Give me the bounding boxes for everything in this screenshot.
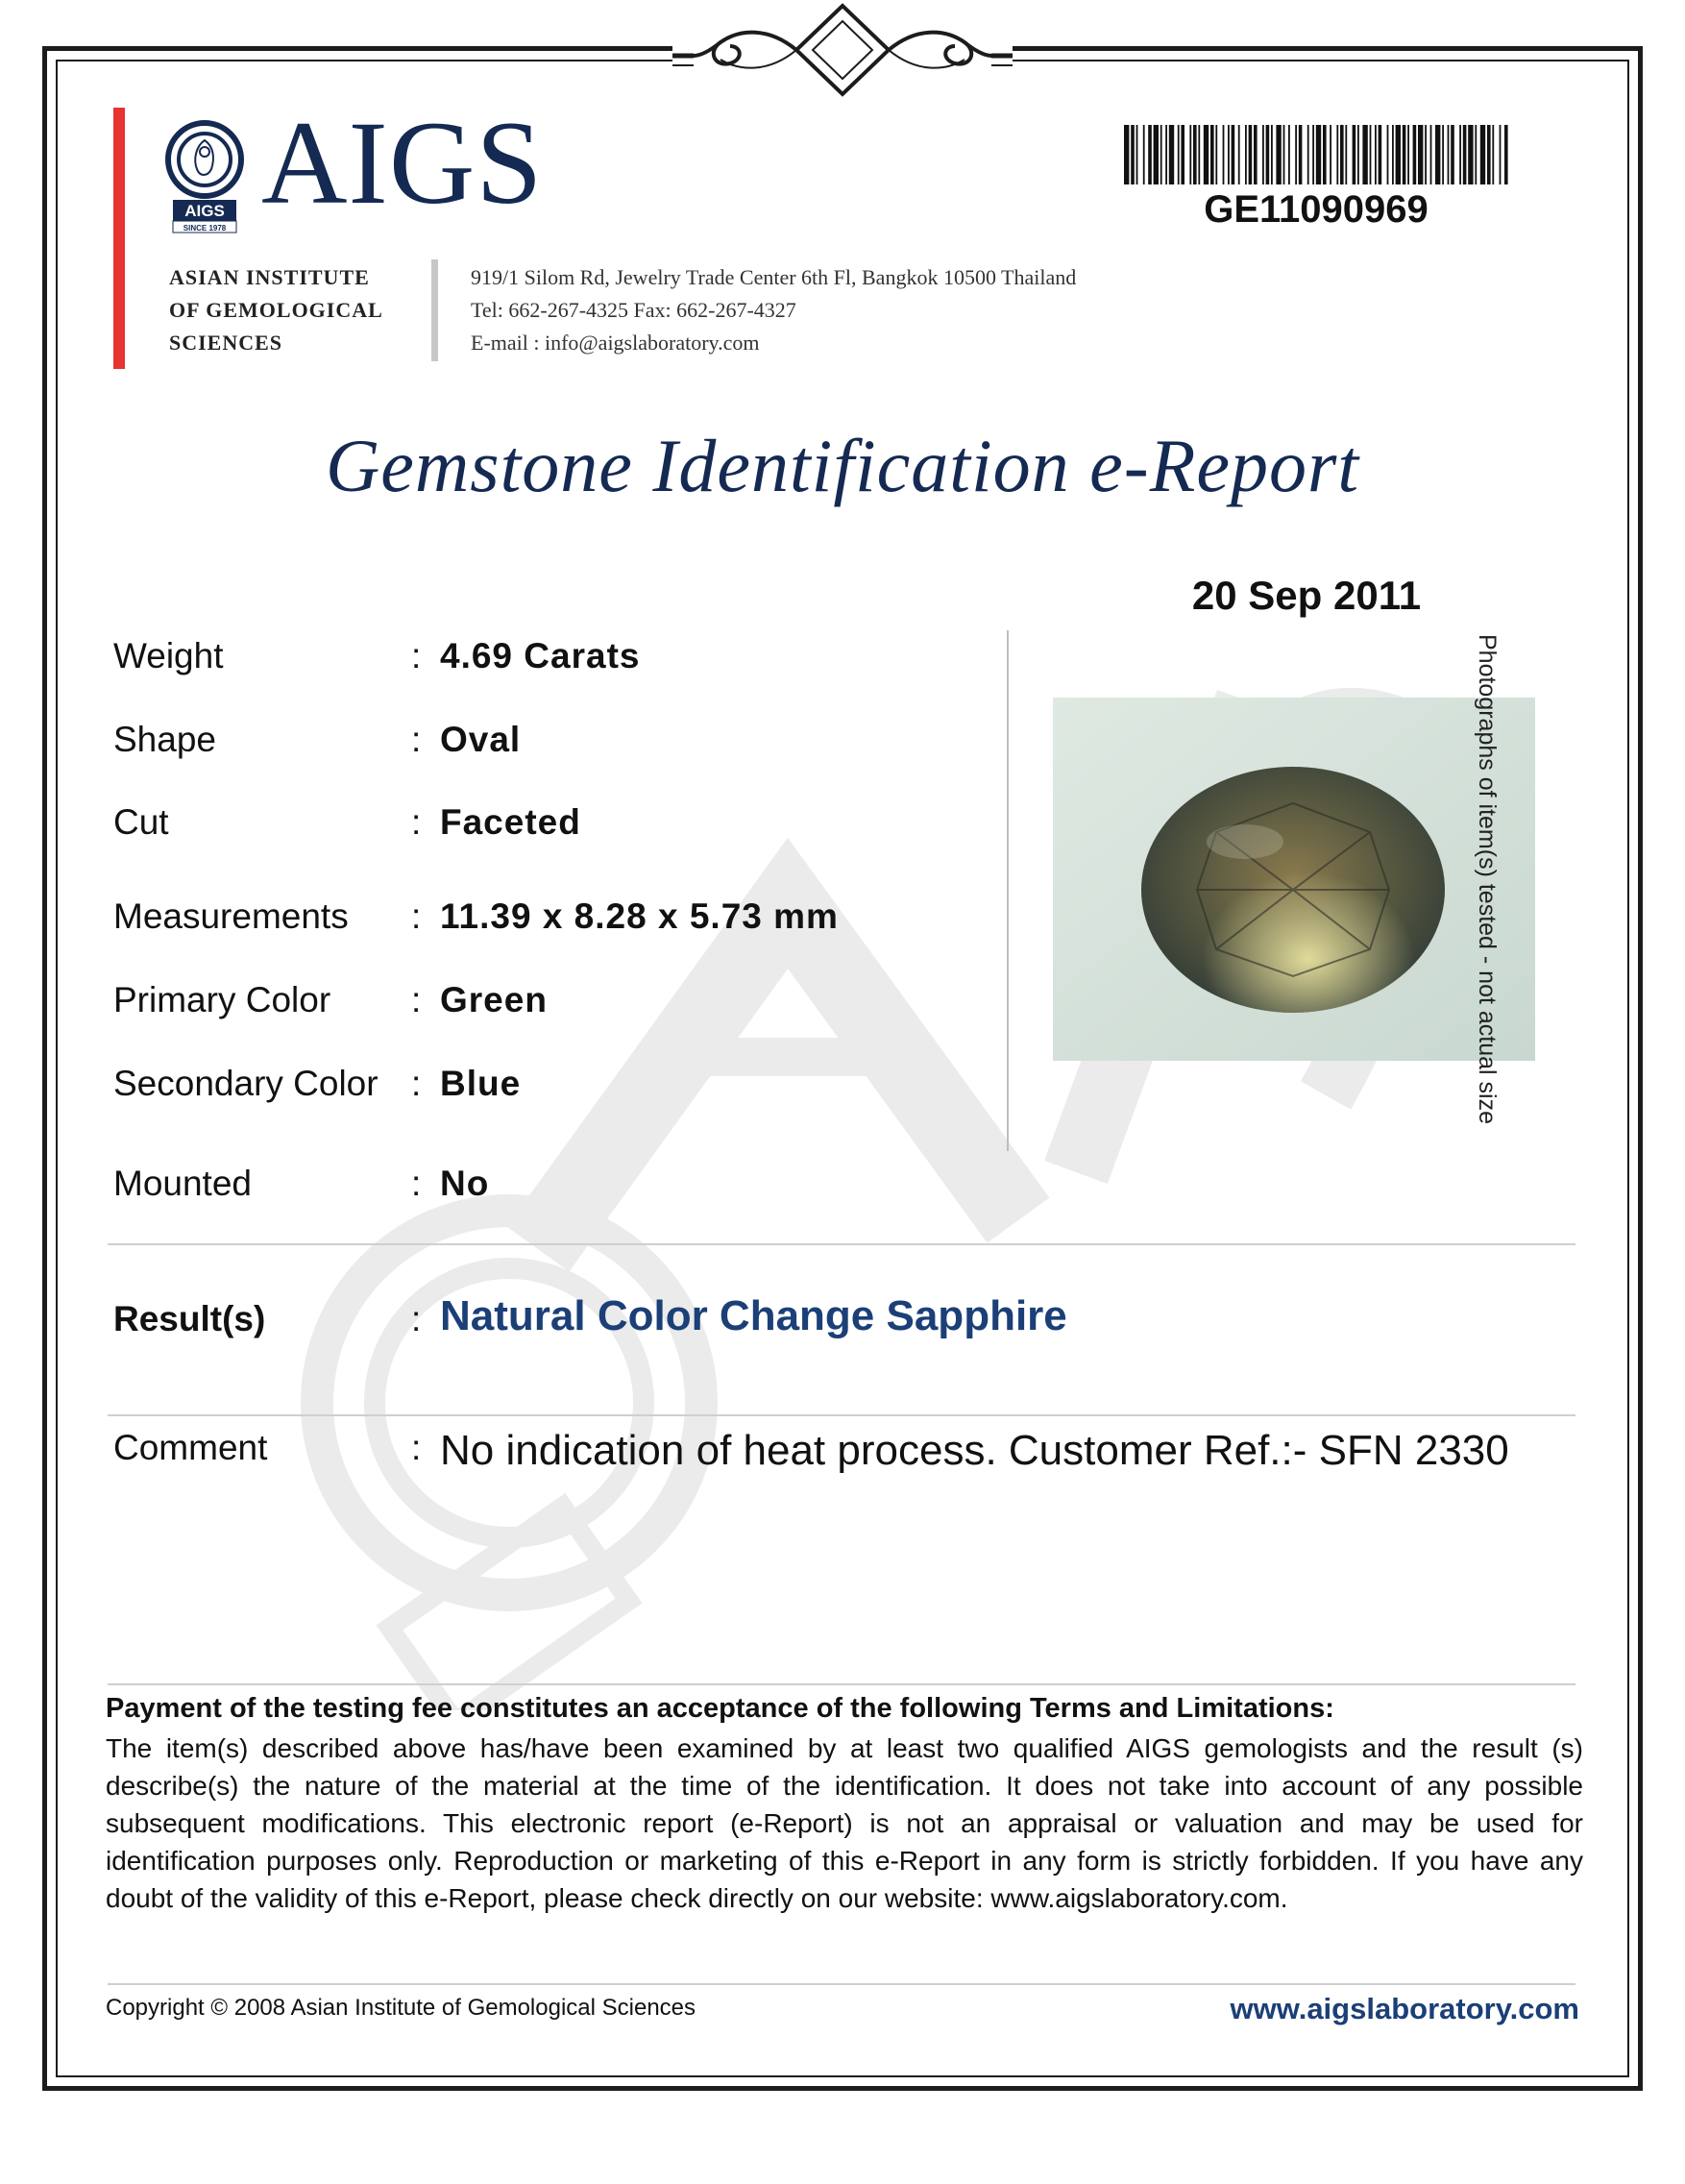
barcode-bar <box>1468 125 1473 184</box>
barcode-bar <box>1375 125 1377 184</box>
divider-line <box>108 1243 1575 1245</box>
detail-separator: : <box>411 720 422 759</box>
photo-caption: Photographs of item(s) tested - not actual size <box>1474 634 1501 1124</box>
barcode-bar <box>1148 125 1152 184</box>
barcode-bar <box>1124 125 1129 184</box>
barcode-bar <box>1425 125 1427 184</box>
barcode-bar <box>1288 125 1290 184</box>
detail-separator: : <box>411 896 422 936</box>
report-date: 20 Sep 2011 <box>1191 573 1422 618</box>
divider-line <box>108 1983 1575 1985</box>
address-line: 919/1 Silom Rd, Jewelry Trade Center 6th Fl, Bangkok 10500 Thailand <box>471 265 1077 289</box>
barcode-bar <box>1299 125 1303 184</box>
detail-label: Measurements <box>113 896 349 936</box>
detail-value: 4.69 Carats <box>440 636 641 675</box>
phone-line: Tel: 662-267-4325 Fax: 662-267-4327 <box>471 298 796 322</box>
frame-ornament <box>672 0 1013 106</box>
barcode-bar <box>1459 125 1461 184</box>
barcode-bar <box>1154 125 1159 184</box>
barcode-bar <box>1504 125 1508 184</box>
comment-label: Comment <box>113 1428 268 1467</box>
result-separator: : <box>411 1299 422 1338</box>
barcode-bar <box>1430 125 1432 184</box>
comment-value: No indication of heat process. Customer Ref.:- SFN 2330 <box>440 1427 1509 1474</box>
barcode-bar <box>1215 125 1217 184</box>
barcode-bar <box>1307 125 1309 184</box>
barcode-bar <box>1357 125 1359 184</box>
barcode-bar <box>1271 125 1273 184</box>
detail-label: Weight <box>113 636 224 675</box>
barcode-bar <box>1283 125 1285 184</box>
barcode-bar <box>1407 125 1409 184</box>
website-link[interactable]: www.aigslaboratory.com <box>1230 1992 1579 2025</box>
copyright-text: Copyright © 2008 Asian Institute of Gemological Sciences <box>106 1995 696 2021</box>
barcode-bar <box>1189 125 1191 184</box>
barcode-bar <box>1480 125 1485 184</box>
barcode-bar <box>1136 125 1138 184</box>
barcode-bar <box>1254 125 1258 184</box>
barcode-bar <box>1131 125 1135 184</box>
divider-line <box>108 1683 1575 1685</box>
barcode-bar <box>1392 125 1394 184</box>
barcode-bar <box>1276 125 1281 184</box>
barcode-bar <box>1169 125 1174 184</box>
svg-text:SINCE 1978: SINCE 1978 <box>183 224 227 233</box>
barcode <box>1124 125 1508 184</box>
gemstone-photo <box>1053 698 1535 1061</box>
detail-value: Blue <box>440 1064 522 1103</box>
barcode-bar <box>1353 125 1356 184</box>
barcode-bar <box>1340 125 1344 184</box>
barcode-bar <box>1181 125 1184 184</box>
divider-line <box>108 1414 1575 1416</box>
barcode-bar <box>1487 125 1491 184</box>
barcode-bar <box>1266 125 1270 184</box>
barcode-bar <box>1193 125 1197 184</box>
barcode-bar <box>1442 125 1444 184</box>
detail-label: Cut <box>113 802 169 842</box>
detail-separator: : <box>411 1064 422 1103</box>
barcode-bar <box>1323 125 1327 184</box>
barcode-bar <box>1198 125 1200 184</box>
barcode-bar <box>1330 125 1331 184</box>
barcode-bar <box>1500 125 1502 184</box>
detail-value: No <box>440 1164 490 1203</box>
barcode-bar <box>1312 125 1314 184</box>
comment-separator: : <box>411 1428 422 1467</box>
barcode-bar <box>1492 125 1494 184</box>
terms-heading: Payment of the testing fee constitutes an acceptance of the following Terms and Limitations: <box>106 1693 1334 1724</box>
terms-body: The item(s) described above has/have been examined by at least two qualified AIGS gemologists and the result (s) describe(s) the nature of the material at the time of the identification. It does not take into account of any possible subsequent modifications. This electronic report (e-Report) is not an appraisal or valuation and may be used for identification purposes only. Reproduction or marketing of this e-Report in any form is strictly forbidden. If you have any doubt of the validity of this e-Report, please check directly on our website: www.aigslaboratory.com. <box>106 1733 1583 1913</box>
barcode-bar <box>1160 125 1162 184</box>
email-line: E-mail : info@aigslaboratory.com <box>471 331 760 355</box>
detail-value: Oval <box>440 720 522 759</box>
detail-separator: : <box>411 980 422 1019</box>
barcode-bar <box>1295 125 1297 184</box>
barcode-bar <box>1228 125 1230 184</box>
barcode-bar <box>1413 125 1417 184</box>
barcode-bar <box>1143 125 1145 184</box>
detail-value: Green <box>440 980 548 1019</box>
barcode-bar <box>1435 125 1440 184</box>
barcode-bar <box>1223 125 1225 184</box>
detail-separator: : <box>411 636 422 675</box>
barcode-bar <box>1249 125 1253 184</box>
barcode-bar <box>1418 125 1423 184</box>
detail-value: Faceted <box>440 802 581 842</box>
aigs-seal-logo <box>163 119 250 234</box>
contact-address <box>471 261 1076 359</box>
barcode-bar <box>1379 125 1382 184</box>
barcode-bar <box>1165 125 1167 184</box>
detail-label: Secondary Color <box>113 1064 379 1103</box>
barcode-bar <box>1178 125 1180 184</box>
barcode-bar <box>1448 125 1450 184</box>
address-divider <box>431 259 438 361</box>
barcode-bar <box>1336 125 1338 184</box>
barcode-bar <box>1475 125 1477 184</box>
barcode-bar <box>1451 125 1454 184</box>
barcode-bar <box>1204 125 1209 184</box>
barcode-bar <box>1238 125 1240 184</box>
detail-label: Mounted <box>113 1164 252 1203</box>
barcode-bar <box>1210 125 1214 184</box>
barcode-bar <box>1316 125 1321 184</box>
barcode-bar <box>1232 125 1235 184</box>
detail-separator: : <box>411 1164 422 1203</box>
result-label: Result(s) <box>113 1299 266 1338</box>
barcode-bar <box>1345 125 1347 184</box>
barcode-bar <box>1396 125 1401 184</box>
institute-name: ASIAN INSTITUTE OF GEMOLOGICAL SCIENCES <box>169 265 383 355</box>
barcode-bar <box>1245 125 1247 184</box>
result-value: Natural Color Change Sapphire <box>440 1292 1067 1339</box>
photo-divider <box>1007 630 1009 1151</box>
report-number: GE11090969 <box>1204 188 1429 231</box>
svg-text:AIGS: AIGS <box>184 202 225 220</box>
detail-label: Primary Color <box>113 980 331 1019</box>
detail-value: 11.39 x 8.28 x 5.73 mm <box>440 896 839 936</box>
report-title: Gemstone Identification e-Report <box>325 424 1360 507</box>
barcode-bar <box>1463 125 1467 184</box>
barcode-bar <box>1403 125 1406 184</box>
brand-name: AIGS <box>261 97 544 229</box>
accent-bar <box>113 108 125 369</box>
barcode-bar <box>1370 125 1372 184</box>
detail-label: Shape <box>113 720 216 759</box>
detail-separator: : <box>411 802 422 842</box>
barcode-bar <box>1387 125 1389 184</box>
barcode-bar <box>1362 125 1367 184</box>
barcode-bar <box>1262 125 1264 184</box>
